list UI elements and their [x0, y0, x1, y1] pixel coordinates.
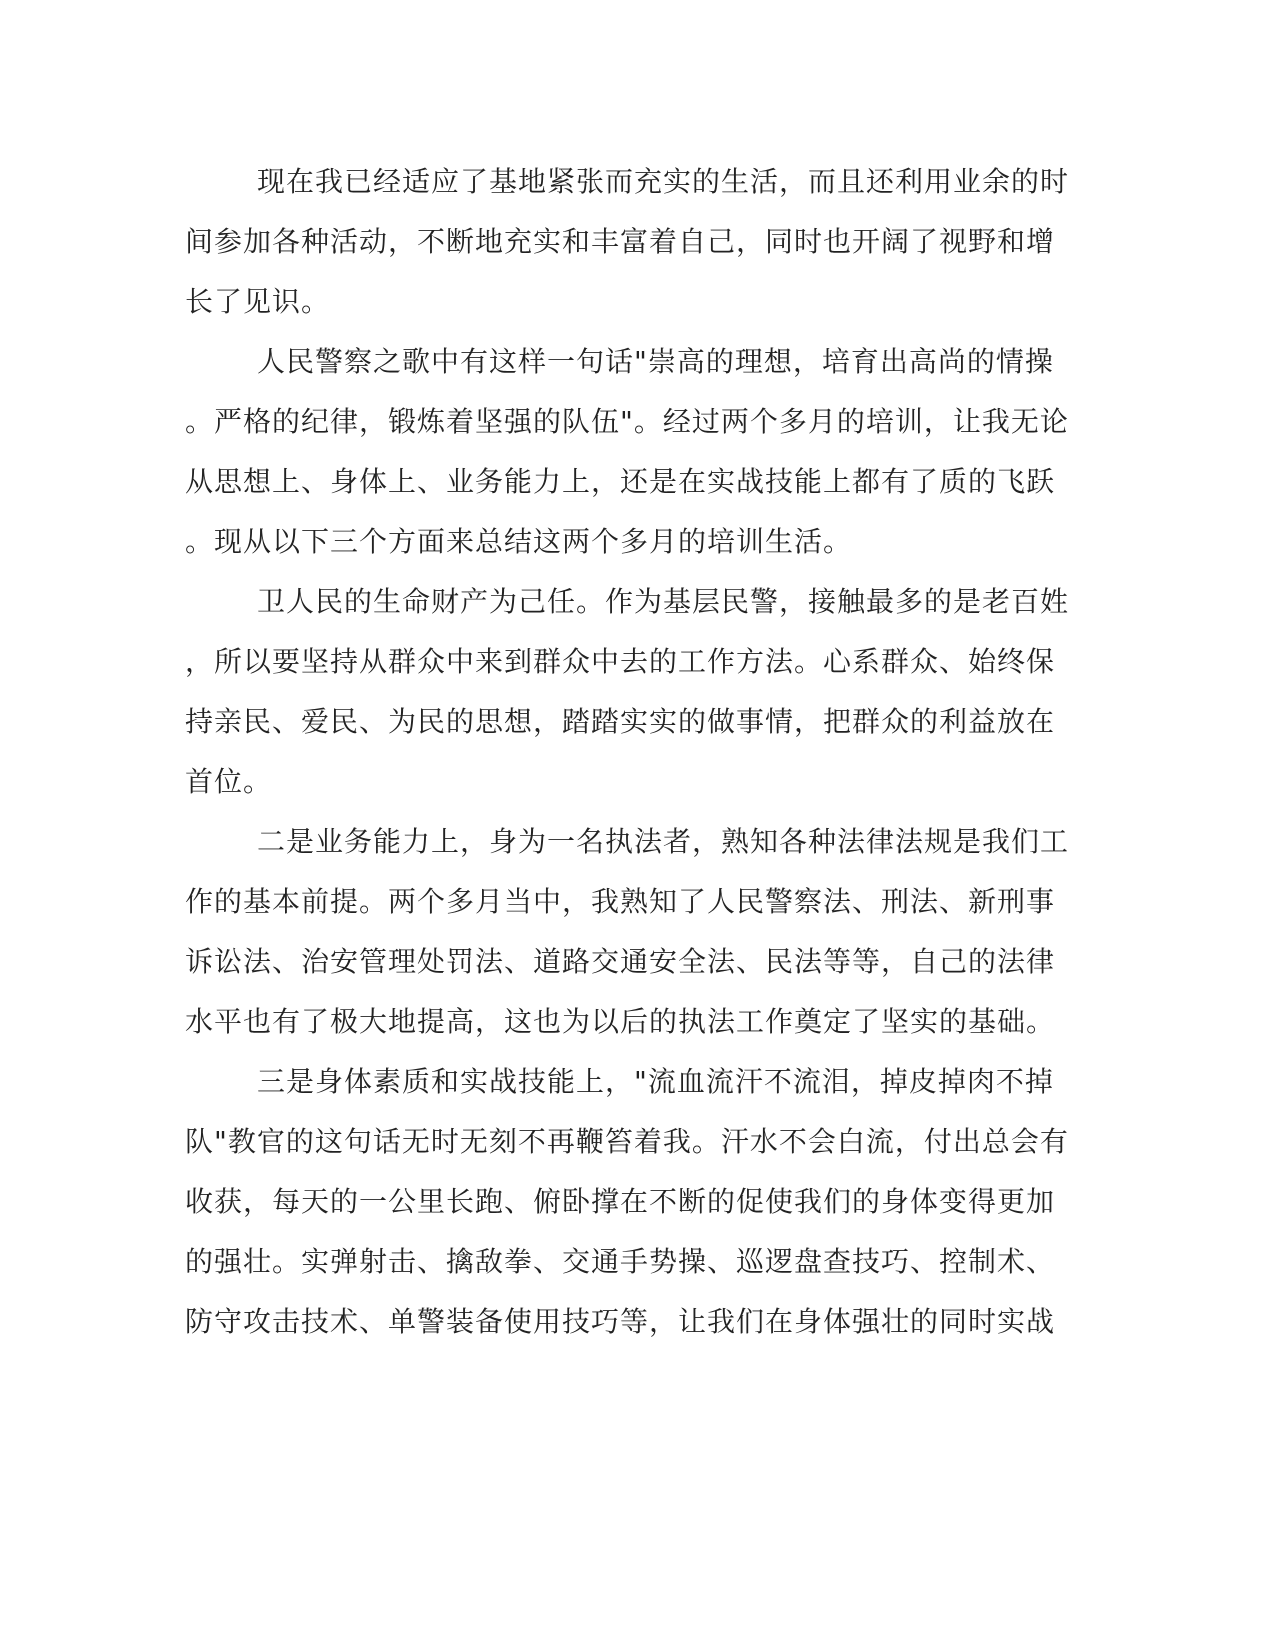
- text-line: 收获，每天的一公里长跑、俯卧撑在不断的促使我们的身体变得更加: [185, 1185, 1056, 1218]
- text-line: ，所以要坚持从群众中来到群众中去的工作方法。心系群众、始终保: [185, 645, 1056, 678]
- text-line: 三是身体素质和实战技能上，"流血流汗不流泪，掉皮掉肉不掉: [257, 1065, 1054, 1098]
- text-line: 现在我已经适应了基地紧张而充实的生活，而且还利用业余的时: [257, 165, 1070, 198]
- text-line: 诉讼法、治安管理处罚法、道路交通安全法、民法等等，自己的法律: [185, 945, 1056, 978]
- text-line: 从思想上、身体上、业务能力上，还是在实战技能上都有了质的飞跃: [185, 465, 1056, 498]
- body-text: [185, 152, 1070, 1352]
- paragraph-4: [185, 812, 1070, 1052]
- text-line: 卫人民的生命财产为己任。作为基层民警，接触最多的是老百姓: [257, 585, 1070, 618]
- text-line: 。严格的纪律，锻炼着坚强的队伍"。经过两个多月的培训，让我无论: [185, 405, 1069, 438]
- text-line: 间参加各种活动，不断地充实和丰富着自己，同时也开阔了视野和增: [185, 225, 1056, 258]
- text-line: 长了见识。: [185, 285, 331, 318]
- paragraph-2: [185, 332, 1069, 572]
- text-line: 首位。: [185, 765, 273, 798]
- text-line: 水平也有了极大地提高，这也为以后的执法工作奠定了坚实的基础。: [185, 1005, 1056, 1038]
- paragraph-3: [185, 572, 1070, 812]
- text-line: 二是业务能力上，身为一名执法者，熟知各种法律法规是我们工: [257, 825, 1070, 858]
- text-line: 人民警察之歌中有这样一句话"崇高的理想，培育出高尚的情操: [257, 345, 1054, 378]
- text-line: 持亲民、爱民、为民的思想，踏踏实实的做事情，把群众的利益放在: [185, 705, 1056, 738]
- text-line: 的强壮。实弹射击、擒敌拳、交通手势操、巡逻盘查技巧、控制术、: [185, 1245, 1056, 1278]
- text-line: 作的基本前提。两个多月当中，我熟知了人民警察法、刑法、新刑事: [185, 885, 1056, 918]
- text-line: 队"教官的这句话无时无刻不再鞭笞着我。汗水不会白流，付出总会有: [185, 1125, 1069, 1158]
- text-line: 防守攻击技术、单警装备使用技巧等，让我们在身体强壮的同时实战: [185, 1305, 1056, 1338]
- paragraph-1: [185, 152, 1070, 332]
- text-line: 。现从以下三个方面来总结这两个多月的培训生活。: [185, 525, 853, 558]
- paragraph-5: [185, 1052, 1069, 1352]
